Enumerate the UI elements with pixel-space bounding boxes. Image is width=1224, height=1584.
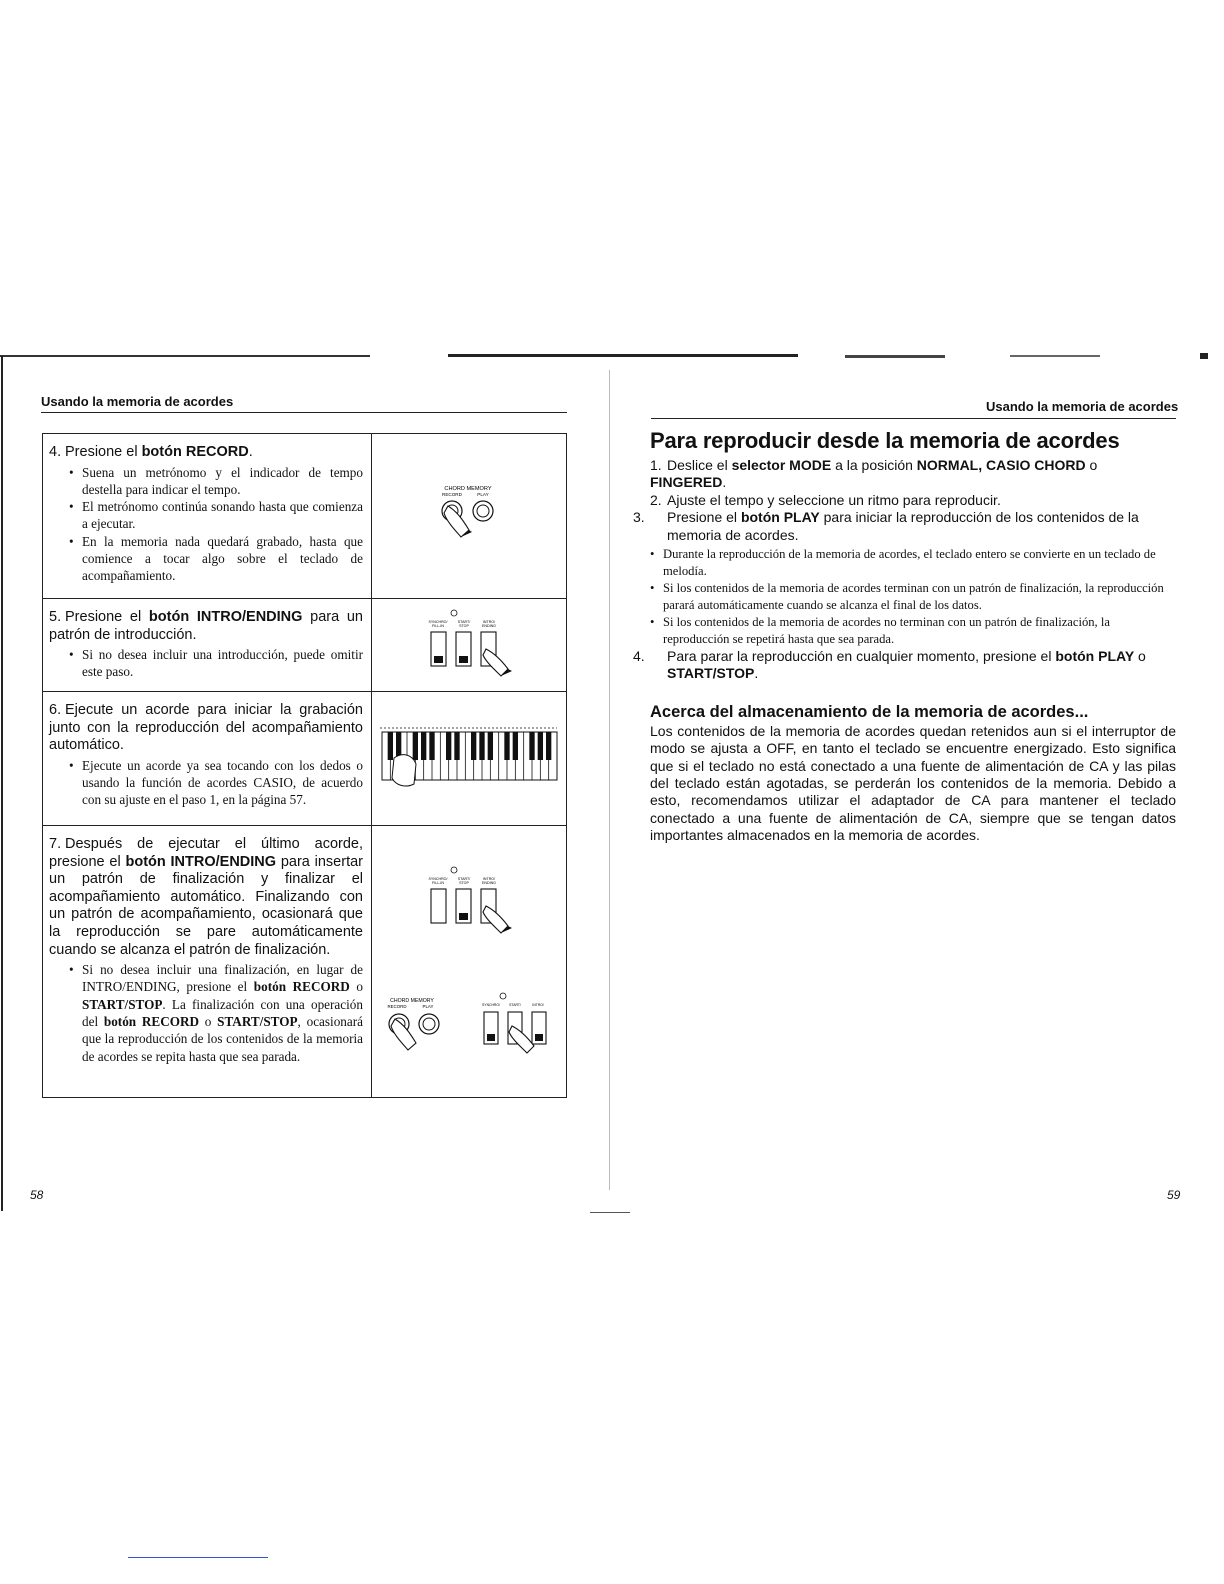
black-key — [421, 732, 426, 760]
play-button — [419, 1014, 439, 1034]
ending-label: ENDING — [482, 624, 496, 628]
scan-edge-line — [128, 1557, 268, 1558]
list-item: • Si los contenidos de la memoria de acordes no terminan con un patrón de finalización, la reproducción se repetirá hasta que sea parada. — [650, 614, 1176, 648]
svg-text:SYNCHRO/: SYNCHRO/ — [428, 877, 448, 881]
svg-text:START/: START/ — [457, 877, 471, 881]
stop-label: STOP — [459, 624, 469, 628]
black-key — [488, 732, 493, 760]
synchro-button — [431, 889, 446, 923]
right-running-head: Usando la memoria de acordes — [986, 399, 1179, 414]
step-7-bullets — [69, 961, 363, 1065]
list-item: • Ejecute un acorde ya sea tocando con los dedos o usando la función de acordes CASIO, de acuerdo con su ajuste en el paso 1, en la página 57. — [69, 757, 363, 809]
step-7-title: 7. Después de ejecutar el último acorde, presione el botón INTRO/ENDING para insertar un patrón de finalización y finalizar el acompañamiento automático. Finalizando con un patrón de acompañamiento, ocasionará que la reproducción se pare automáticamente cuando se alcanza el patrón de finalización. — [49, 836, 363, 958]
list-item: • Si los contenidos de la memoria de acordes terminan con un patrón de finalización, la reproducción parará automáticamente cuando se alcanza el final de los datos. — [650, 580, 1176, 614]
step-6-bullets — [69, 757, 363, 809]
svg-text:INTRO/: INTRO/ — [482, 877, 496, 881]
step-2: 2. Ajuste el tempo y seleccione un ritmo para reproducir. — [650, 491, 1001, 508]
playback-steps — [633, 457, 1176, 544]
chord-memory-label: CHORD MEMORY — [444, 486, 492, 492]
step-4-text — [49, 444, 363, 585]
pointing-hand-icon — [444, 506, 469, 537]
synchro-label: SYNCHRO/ — [428, 620, 448, 624]
list-item: • Suena un metrónomo y el indicador de tempo destella para indicar el tempo. — [69, 464, 363, 499]
black-key — [479, 732, 484, 760]
section-subtitle: Acerca del almacenamiento de la memoria de acordes... — [650, 702, 1089, 721]
step-4-bullets — [69, 464, 363, 585]
left-page-number: 58 — [30, 1188, 44, 1202]
right-content — [633, 428, 1176, 845]
scan-edge-line — [845, 355, 945, 358]
list-item: • Si no desea incluir una finalización, en lugar de INTRO/ENDING, presione el botón RECORD o START/STOP. La finalización con una operación del botón RECORD o START/STOP, ocasionará que la reproducción de los contenidos de la memoria de acordes se repita hasta que sea parada. — [69, 961, 363, 1065]
ending-buttons-illustration — [372, 826, 568, 1097]
black-key — [446, 732, 451, 760]
step-1: 1. Deslice el selector MODE a la posición NORMAL, CASIO CHORD o FINGERED. — [650, 457, 1098, 491]
svg-text:ENDING: ENDING — [482, 881, 496, 885]
step-5-figure — [371, 599, 566, 691]
black-key — [513, 732, 518, 760]
step-5-title: 5. Presione el botón INTRO/ENDING para un patrón de introducción. — [49, 609, 363, 643]
step-5-text — [49, 609, 363, 681]
step-row-5 — [43, 599, 566, 692]
black-key — [529, 732, 534, 760]
right-head-rule — [651, 418, 1176, 419]
black-key — [471, 732, 476, 760]
black-key — [546, 732, 551, 760]
scan-edge-line — [1010, 355, 1100, 357]
svg-text:CHORD MEMORY: CHORD MEMORY — [390, 998, 434, 1004]
step-5-bullets — [69, 646, 363, 681]
right-page-number: 59 — [1167, 1188, 1181, 1202]
keyboard-illustration — [372, 692, 568, 826]
step-4-title: 4. Presione el botón RECORD. — [49, 444, 253, 460]
svg-text:RECORD: RECORD — [387, 1004, 407, 1009]
page-title: Para reproducir desde la memoria de acordes — [650, 428, 1120, 453]
step-row-6 — [43, 692, 566, 826]
list-item: • En la memoria nada quedará grabado, hasta que comience a tocar algo sobre el teclado de acompañamiento. — [69, 533, 363, 585]
gutter-line — [609, 370, 610, 1190]
scan-edge-line — [448, 354, 798, 357]
storage-paragraph: Los contenidos de la memoria de acordes quedan retenidos aun si el interruptor de modo se ajusta a OFF, en tanto el teclado se encuentre energizado. Esto significa que si el teclado no está conectado a una fuente de alimentación de CA y las pilas del teclado están agotadas, se perderán los contenidos de la memoria. Debido a esto, recomendamos utilizar el adaptador de CA para mantener el teclado conectado a una fuente de alimentación de CA, siempre que se tengan datos importantes almacenados en la memoria de acordes. — [650, 722, 1176, 844]
play-label: PLAY — [477, 492, 489, 497]
list-item: • Si no desea incluir una introducción, puede omitir este paso. — [69, 646, 363, 681]
pointing-hand-icon — [391, 1019, 416, 1050]
svg-text:INTRO/: INTRO/ — [532, 1003, 544, 1007]
step-6-text — [49, 702, 363, 809]
scan-edge-line — [1200, 353, 1208, 359]
black-key — [454, 732, 459, 760]
black-key — [504, 732, 509, 760]
left-running-head: Usando la memoria de acordes — [41, 394, 234, 409]
step-3: 3. Presione el botón PLAY para iniciar la reproducción de los contenidos de la memoria de acordes. — [633, 509, 1139, 543]
svg-text:FILL-IN: FILL-IN — [432, 881, 444, 885]
step-7-figure — [371, 826, 566, 1097]
step-6-title: 6. Ejecute un acorde para iniciar la grabación junto con la reproducción del acompañamiento automático. — [49, 702, 363, 754]
list-item: • El metrónomo continúa sonando hasta que comienza a ejecutar. — [69, 498, 363, 533]
black-key — [388, 732, 393, 760]
step-row-7 — [43, 826, 566, 1097]
playing-hand-icon — [392, 755, 416, 786]
step-4: 4. Para parar la reproducción en cualquier momento, presione el botón PLAY o START/STOP. — [633, 648, 1146, 682]
chord-memory-buttons-illustration — [372, 434, 568, 599]
svg-text:SYNCHRO/: SYNCHRO/ — [482, 1003, 500, 1007]
scan-edge-line — [590, 1212, 630, 1213]
playback-notes — [650, 546, 1176, 648]
black-key — [429, 732, 434, 760]
fill-in-label: FILL-IN — [432, 624, 444, 628]
list-item: • Durante la reproducción de la memoria de acordes, el teclado entero se convierte en un teclado de melodía. — [650, 546, 1176, 580]
svg-text:STOP: STOP — [459, 881, 469, 885]
play-button — [473, 501, 493, 521]
svg-text:START/: START/ — [509, 1003, 521, 1007]
step-7-text — [49, 836, 363, 1065]
intro-ending-buttons-illustration — [372, 599, 568, 692]
black-key — [538, 732, 543, 760]
svg-text:PLAY: PLAY — [422, 1004, 434, 1009]
black-key — [413, 732, 418, 760]
step-6-figure — [371, 692, 566, 825]
steps-table — [42, 433, 567, 1098]
step-row-4 — [43, 434, 566, 599]
step-4-figure — [371, 434, 566, 598]
record-label: RECORD — [442, 492, 462, 497]
start-label: START/ — [457, 620, 471, 624]
left-head-rule — [41, 412, 567, 413]
scan-edge-line — [1, 356, 3, 1211]
scan-edge-line — [0, 355, 370, 357]
intro-label: INTRO/ — [482, 620, 496, 624]
